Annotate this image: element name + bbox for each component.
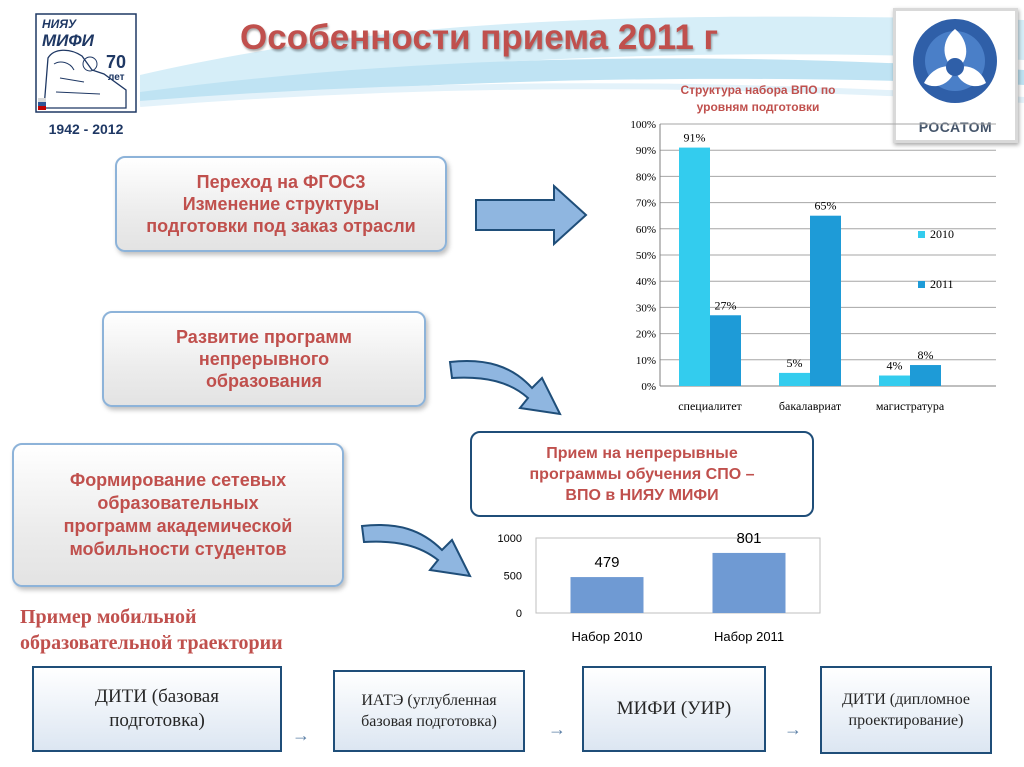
chart1-bar	[810, 216, 841, 386]
chart1-data-label: 27%	[714, 298, 737, 313]
example-title-line-2: образовательной траектории	[20, 632, 283, 654]
chart1-category-label: специалитет	[678, 399, 742, 413]
admission-line-1: Прием на непрерывные	[546, 444, 738, 462]
example-title-line-1: Пример мобильной	[20, 606, 197, 628]
chart1-legend-swatch	[918, 281, 925, 288]
chart1-y-tick-label: 30%	[635, 302, 656, 315]
mifi-logo	[30, 8, 142, 140]
chart1-legend-label: 2011	[930, 277, 954, 291]
network-programs-box	[12, 443, 344, 587]
mifi-logo-line-4: лет	[108, 72, 125, 83]
chart1-y-tick-label: 70%	[635, 197, 656, 210]
mifi-years: 1942 - 2012	[48, 121, 124, 137]
step-4-line-2: проектирование)	[848, 712, 964, 729]
mifi-logo-line-3: 70	[106, 52, 127, 72]
example-title	[20, 604, 380, 656]
mifi-logo-line-1: НИЯУ	[42, 17, 77, 31]
chart2-data-label: 479	[594, 554, 620, 572]
chart1-y-tick-label: 10%	[635, 354, 656, 367]
fgos-box	[115, 156, 447, 252]
fgos-line-2: Изменение структуры	[182, 194, 380, 214]
trajectory-step-2	[333, 670, 525, 752]
chart1-category-label: бакалавриат	[778, 399, 842, 413]
chart1-data-label: 4%	[886, 358, 903, 373]
step-arrow-icon-3: →	[784, 719, 802, 739]
chart1-legend-swatch	[918, 231, 925, 238]
admission-box	[470, 431, 814, 517]
step-arrow-icon-1: →	[292, 725, 310, 745]
trajectory-step-4	[820, 666, 992, 754]
rosatom-label: РОСАТОМ	[918, 119, 993, 135]
curved-arrow-icon-1	[446, 352, 570, 422]
chart1-bar	[679, 148, 710, 386]
chart1-bar	[779, 373, 810, 386]
chart1-y-tick-label: 100%	[630, 119, 656, 131]
fgos-line-1: Переход на ФГОС3	[196, 172, 366, 192]
mifi-logo-line-2: МИФИ	[42, 31, 94, 50]
chart2-y-tick-label: 500	[503, 570, 522, 583]
right-arrow-icon	[472, 182, 592, 248]
network-line-4: мобильности студентов	[69, 539, 287, 559]
page-title: Особенности приема 2011 г	[240, 18, 719, 57]
continuous-education-box	[102, 311, 426, 407]
admission-line-3: ВПО в НИЯУ МИФИ	[565, 486, 719, 504]
chart1-y-tick-label: 80%	[635, 171, 656, 184]
chart1-bar	[710, 315, 741, 386]
step-2-line-1: ИАТЭ (углубленная	[361, 692, 497, 709]
mifi-logo-emblem	[30, 8, 142, 118]
continuous-line-1: Развитие программ	[176, 327, 352, 347]
chart2-data-label: 801	[736, 529, 762, 547]
chart1-bar	[879, 376, 910, 386]
chart2-y-tick-label: 0	[515, 608, 522, 620]
chart1-category-label: магистратура	[875, 399, 945, 413]
chart1-legend-label: 2010	[930, 227, 954, 241]
rosatom-atom-icon	[896, 11, 1015, 111]
chart1-y-tick-label: 20%	[635, 328, 656, 341]
network-line-3: программ академической	[63, 516, 293, 536]
step-arrow-icon-2: →	[548, 719, 566, 739]
chart2-bar	[713, 553, 786, 613]
curved-arrow-icon-2	[358, 518, 480, 584]
admission-line-2: программы обучения СПО –	[529, 465, 755, 483]
trajectory-step-1	[32, 666, 282, 752]
network-line-1: Формирование сетевых	[69, 470, 287, 490]
chart2-y-tick-label: 1000	[497, 533, 522, 545]
chart1-data-label: 5%	[786, 355, 803, 370]
chart2-bar	[571, 577, 644, 613]
step-1-line-1: ДИТИ (базовая	[95, 686, 219, 707]
chart1-y-tick-label: 60%	[635, 223, 656, 236]
chart1-data-label: 65%	[814, 198, 837, 213]
step-1-line-2: подготовка)	[109, 710, 205, 731]
network-line-2: образовательных	[97, 493, 259, 513]
continuous-line-2: непрерывного	[198, 349, 330, 369]
chart1-title-line-1: Структура набора ВПО по	[680, 83, 836, 97]
fgos-line-3: подготовки под заказ отрасли	[146, 216, 416, 236]
step-2-line-2: базовая подготовка)	[361, 713, 497, 730]
chart1-data-label: 91%	[683, 130, 706, 145]
chart2-category-label: Набор 2011	[713, 629, 785, 644]
continuous-line-3: образования	[205, 371, 323, 391]
chart1-y-tick-label: 50%	[635, 250, 656, 262]
chart1-bar	[910, 365, 941, 386]
chart1-y-tick-label: 0%	[641, 381, 656, 393]
trajectory-step-3	[582, 666, 766, 752]
chart1-y-tick-label: 40%	[635, 276, 656, 289]
chart2-category-label: Набор 2010	[571, 629, 643, 644]
step-4-line-1: ДИТИ (дипломное	[841, 691, 971, 708]
chart1-data-label: 8%	[917, 348, 934, 363]
chart1-y-tick-label: 90%	[635, 145, 656, 158]
step-3-line-1: МИФИ (УИР)	[616, 698, 732, 719]
admission-count-chart	[480, 524, 825, 654]
level-structure-chart	[600, 110, 1010, 420]
chart1-title-line-2: уровням подготовки	[696, 100, 820, 114]
